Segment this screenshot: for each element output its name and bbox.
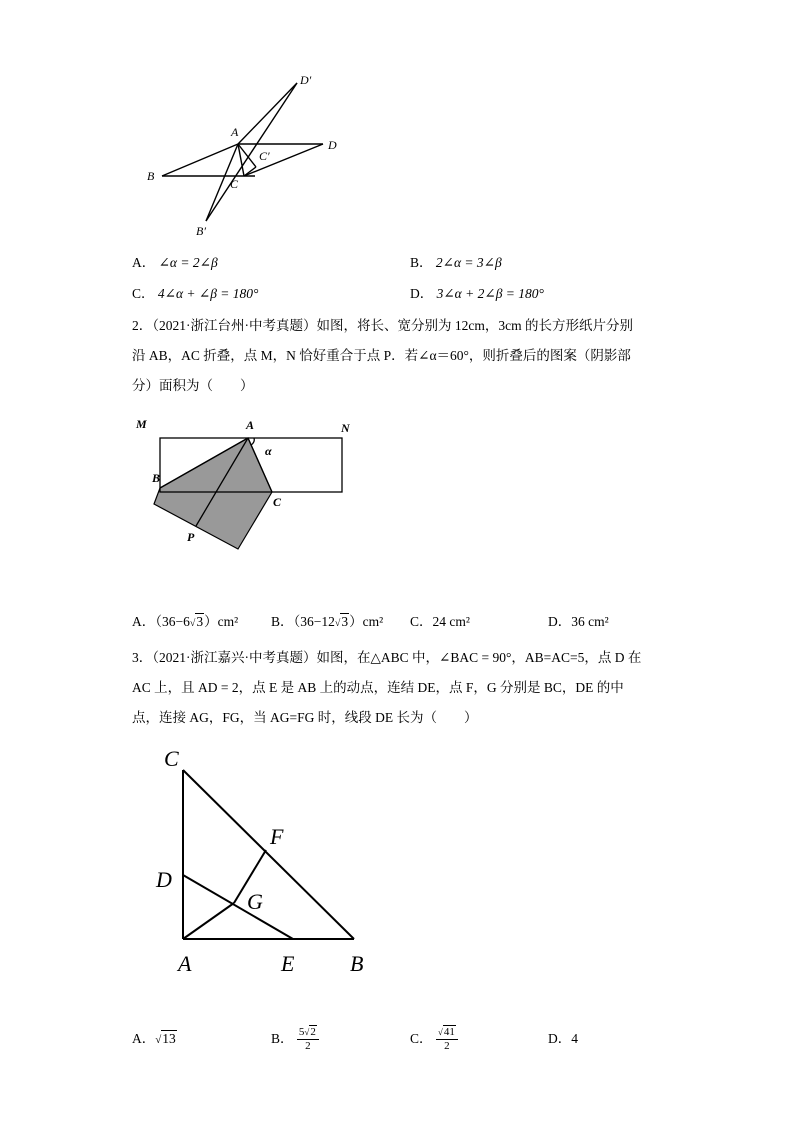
q2-option-A[interactable]: A．（36−6√3）cm² <box>132 614 239 629</box>
numerator-radicand: 41 <box>443 1026 455 1039</box>
q1-option-C[interactable] <box>132 286 258 302</box>
option-letter: A． <box>132 255 156 270</box>
option-text: （36−6 <box>155 614 190 629</box>
q2-stem <box>132 311 652 401</box>
q2-label-C: C <box>273 495 282 509</box>
q1-label-C-prime: C′ <box>259 149 270 163</box>
option-expression: ∠α = 2∠β <box>158 255 218 270</box>
q3-label-F: F <box>270 824 284 849</box>
q3-stem-line-1: 3．（2021·浙江嘉兴·中考真题）如图，在△ABC 中，∠BAC = 90°，AB=AC=5，点 D 在 <box>132 650 642 665</box>
q3-segment-CB <box>183 770 354 939</box>
option-fraction: $\frac{5√2}{2}$ <box>297 1026 319 1053</box>
q1-label-C: C <box>230 177 239 191</box>
q1-label-B: B <box>147 169 155 183</box>
option-expression: 2∠α = 3∠β <box>435 255 502 270</box>
q2-stem-line-1: 2．（2021·浙江台州·中考真题）如图，将长、宽分别为 12cm，3cm 的长方形纸片分别 <box>132 318 633 333</box>
denominator: 2 <box>444 1040 450 1053</box>
q1-option-A[interactable] <box>132 255 218 271</box>
q3-option-B[interactable] <box>271 1021 319 1057</box>
q3-label-B: B <box>350 951 364 976</box>
q2-label-B: B <box>152 471 161 485</box>
q3-option-C[interactable] <box>410 1021 458 1057</box>
option-letter: C． <box>410 614 433 629</box>
option-expression: 3∠α + 2∠β = 180° <box>436 286 544 301</box>
q3-label-D: D <box>156 867 172 892</box>
option-letter: C． <box>410 1031 433 1046</box>
q1-option-B[interactable] <box>410 255 502 271</box>
q2-label-alpha: α <box>265 444 272 458</box>
q2-figure <box>130 412 360 557</box>
q2-option-B[interactable]: B．（36−12√3）cm² <box>271 614 384 629</box>
q3-stem-line-3: 点，连接 AG，FG，当 AG=FG 时，线段 DE 长为（ ） <box>132 710 478 725</box>
q3-label-C: C <box>164 746 179 771</box>
option-text: 36 cm² <box>571 614 609 629</box>
q2-option-C[interactable] <box>410 614 470 630</box>
q2-shaded-region <box>154 438 272 549</box>
q2-label-N: N <box>341 421 350 435</box>
q1-option-D[interactable] <box>410 286 544 302</box>
option-text: （36−12 <box>293 614 335 629</box>
q3-stem <box>132 643 652 733</box>
q1-figure <box>140 70 360 245</box>
numerator-radicand: 2 <box>310 1026 316 1039</box>
q1-label-A: A <box>231 125 239 139</box>
q3-option-D[interactable] <box>548 1031 578 1047</box>
option-radicand: 13 <box>162 1031 176 1046</box>
q3-label-G: G <box>247 889 263 914</box>
q3-stem-line-2: AC 上，且 AD = 2，点 E 是 AB 上的动点，连结 DE，点 F，G 分别是 BC，DE 的中 <box>132 680 624 695</box>
q2-option-D[interactable] <box>548 614 609 630</box>
q3-label-A: A <box>178 951 192 976</box>
option-radicand: 3 <box>341 614 349 629</box>
option-fraction: $\frac{√41}{2}$ <box>436 1026 458 1053</box>
q1-segment-DC <box>244 144 323 176</box>
q2-stem-line-2: 沿 AB，AC 折叠，点 M，N 恰好重合于点 P．若∠α＝60°，则折叠后的图案（阴影部 <box>132 348 631 363</box>
option-letter: A． <box>132 1031 156 1046</box>
option-unit: ）cm² <box>349 614 384 629</box>
option-letter: D． <box>548 1031 572 1046</box>
option-expression: 4∠α + ∠β = 180° <box>157 286 259 301</box>
q3-option-A[interactable]: A．√13 <box>132 1031 176 1046</box>
q1-label-D: D <box>328 138 337 152</box>
q3-segment-AG <box>183 903 234 939</box>
option-letter: B． <box>271 1031 294 1046</box>
q2-label-A: A <box>246 418 255 432</box>
q1-label-B-prime: B′ <box>196 224 206 238</box>
q2-label-M: M <box>136 417 147 431</box>
q2-label-P: P <box>187 530 195 544</box>
denominator: 2 <box>305 1040 311 1053</box>
option-text: 24 cm² <box>432 614 470 629</box>
q2-angle-arc <box>251 438 254 445</box>
numerator-coefficient: 5 <box>298 1026 305 1039</box>
option-text: 4 <box>571 1031 578 1046</box>
option-letter: A． <box>132 614 156 629</box>
option-radicand: 3 <box>196 614 204 629</box>
q1-label-D-prime: D′ <box>300 73 312 87</box>
option-letter: B． <box>271 614 294 629</box>
q3-label-E: E <box>281 951 295 976</box>
q3-figure <box>150 742 390 982</box>
option-letter: B． <box>410 255 433 270</box>
option-letter: D． <box>548 614 572 629</box>
option-letter: C． <box>132 286 155 301</box>
option-unit: ）cm² <box>204 614 239 629</box>
option-letter: D． <box>410 286 434 301</box>
q2-stem-line-3: 分）面积为（ ） <box>132 378 254 393</box>
q1-segment-AD-prime <box>238 83 297 144</box>
q3-segment-DE <box>183 875 293 939</box>
